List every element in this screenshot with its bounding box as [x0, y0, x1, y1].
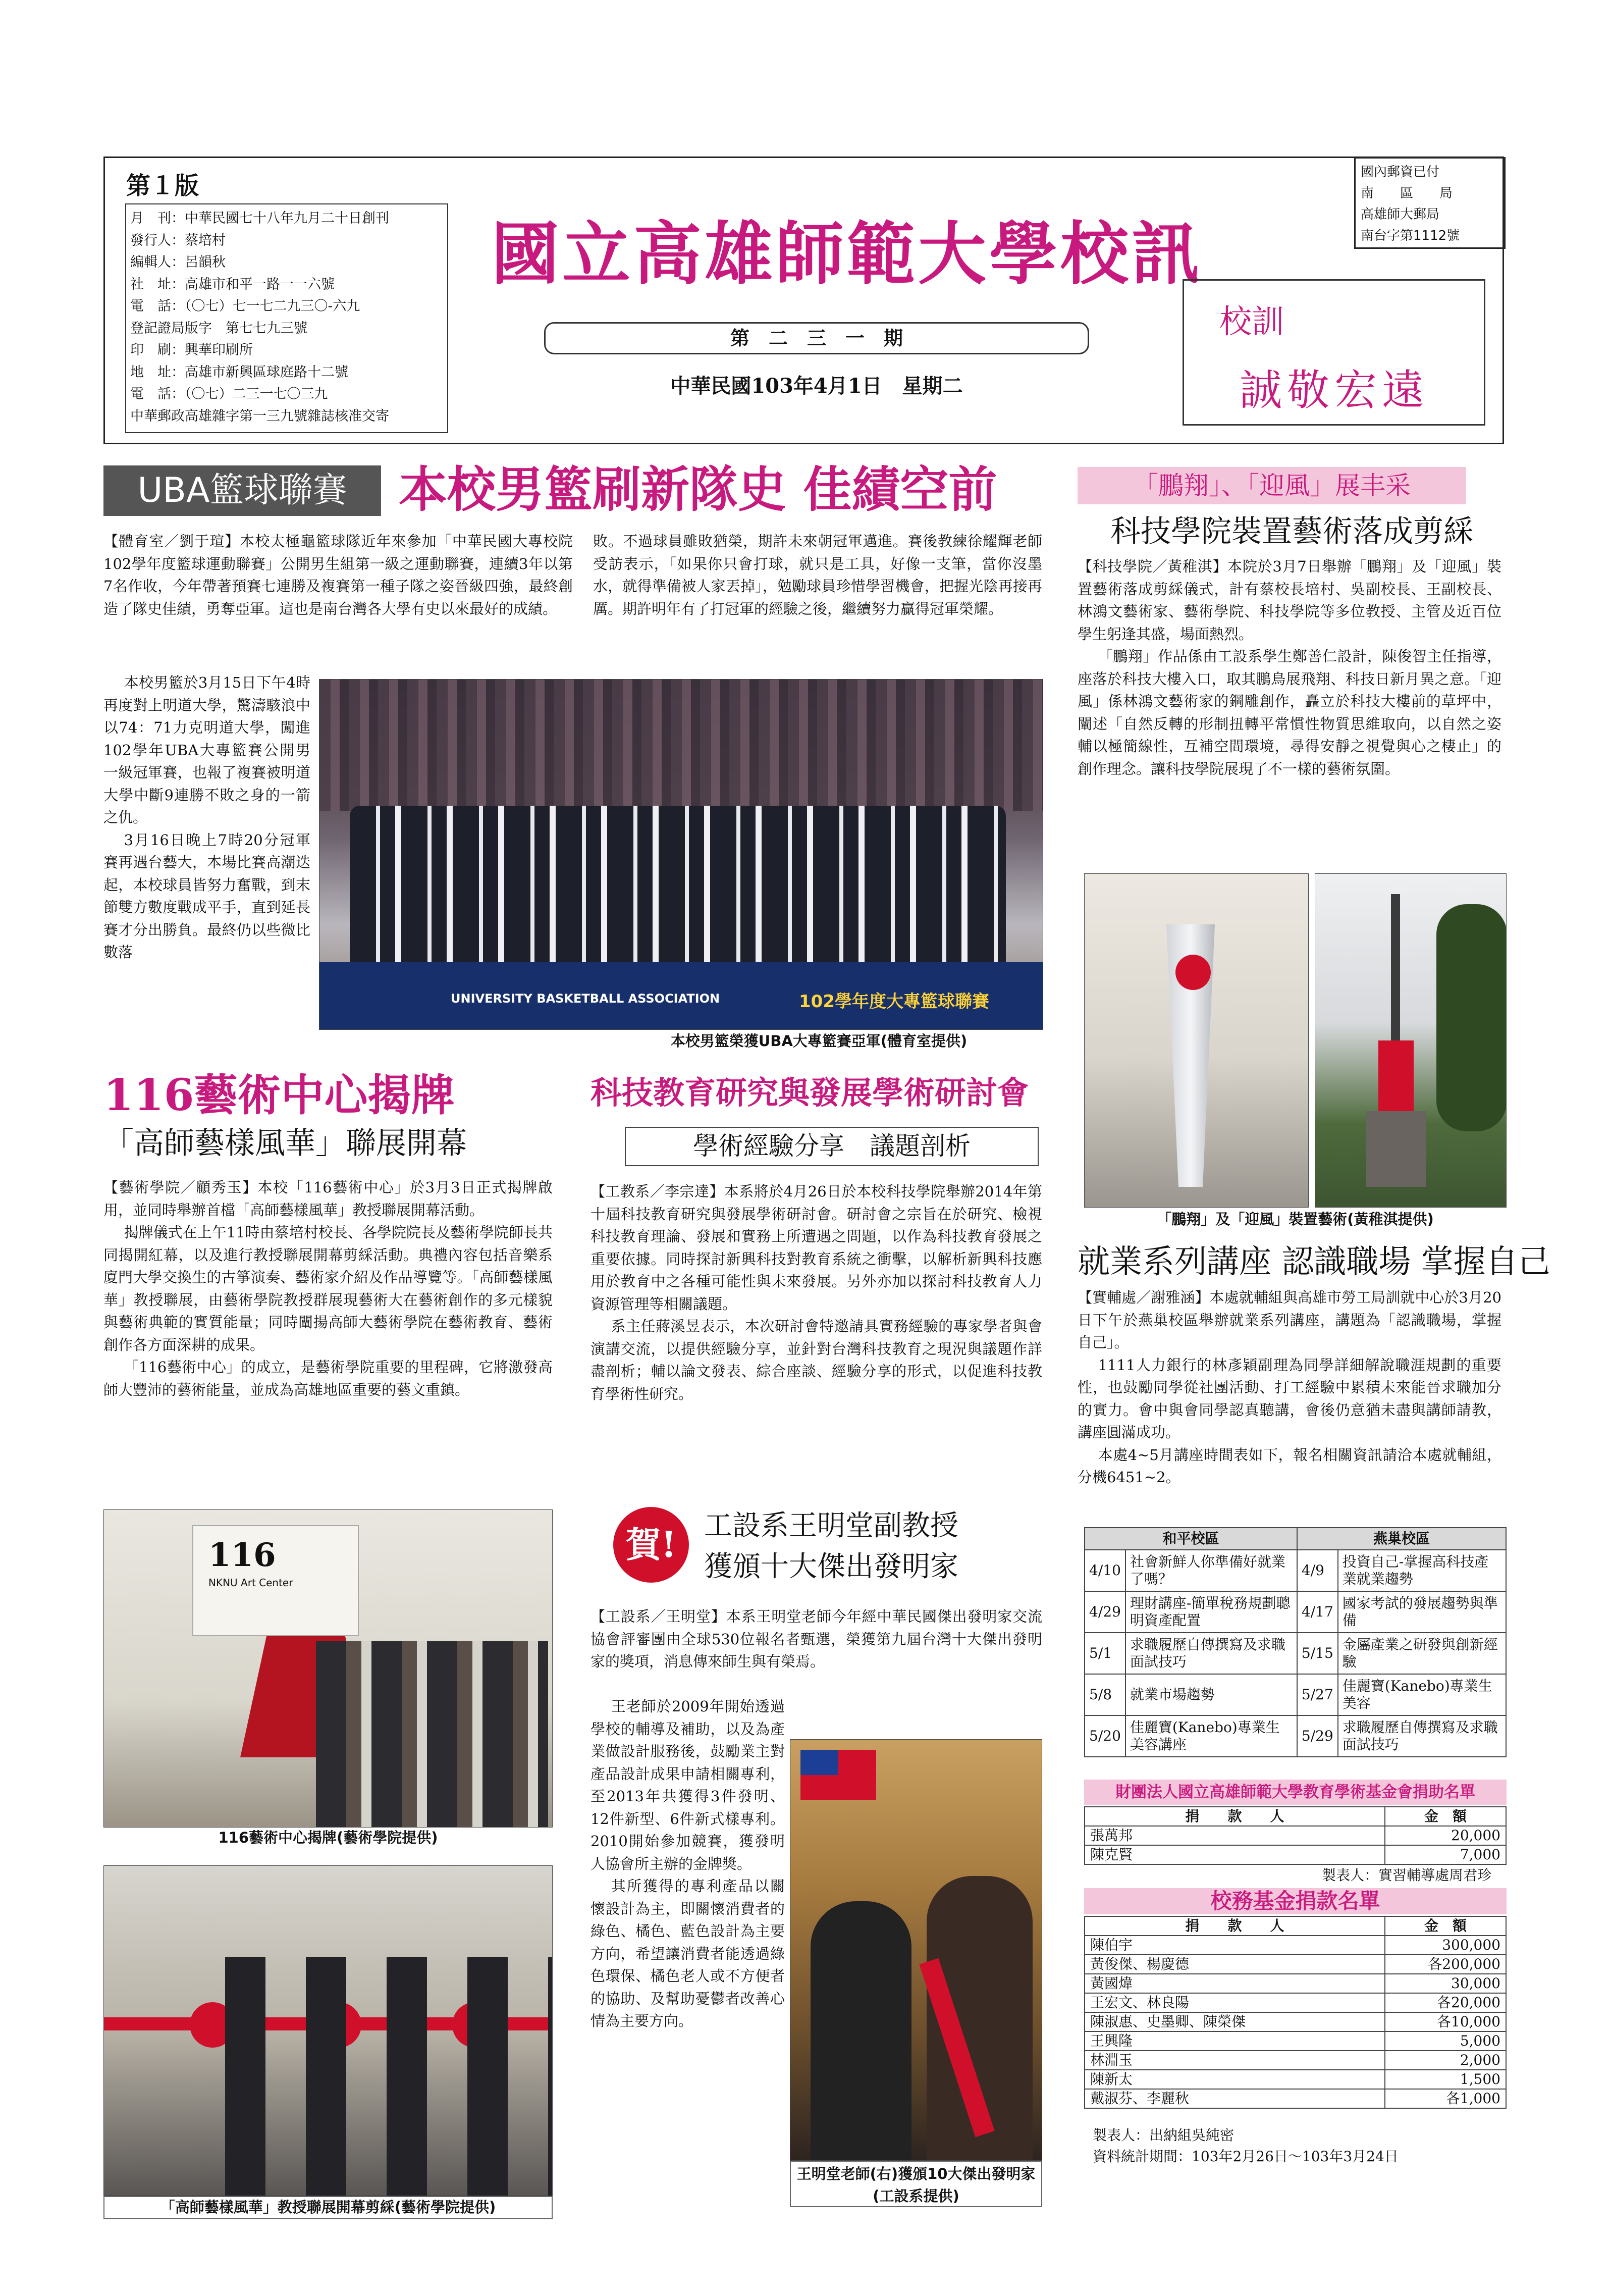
info-line: 社 址：高雄市和平一路一一六號	[130, 276, 335, 292]
career-headline: 就業系列講座 認識職場 掌握自己	[1078, 1243, 1550, 1281]
uba-headline: 本校男籃刷新隊史 佳績空前	[399, 461, 997, 518]
uba-p2: 本校男籃於3月15日下午4時再度對上明道大學，驚濤駭浪中以74：71力克明道大學，闖進102學年UBA大專籃賽公開男一級冠軍賽，也報了複賽被明道大學中斷9連勝不敗之身的一箭之仇。	[103, 674, 310, 826]
foundation-title: 財團法人國立高雄師範大學教育學術基金會捐助名單	[1084, 1780, 1507, 1805]
info-line: 印 刷：興華印刷所	[130, 342, 253, 358]
palm-trees	[1436, 904, 1507, 1131]
donor-row	[1085, 1826, 1506, 1845]
donor-row	[1085, 1955, 1506, 1974]
schedule-topic: 投資自己-掌握高科技產業就業趨勢	[1338, 1550, 1506, 1591]
campus-heping-header: 和平校區	[1085, 1528, 1297, 1550]
info-line: 編輯人：呂韻秋	[130, 254, 226, 270]
donor-row	[1085, 1993, 1506, 2012]
schedule-date: 5/8	[1085, 1674, 1125, 1715]
school-fund-title: 校務基金捐款名單	[1084, 1888, 1507, 1914]
schedule-row	[1085, 1715, 1506, 1757]
red-bow	[1378, 1040, 1414, 1111]
exhibition-photo-caption: 「高師藝樣風華」教授聯展開幕剪綵(藝術學院提供)	[103, 2196, 553, 2219]
postage-line: 南 區 局	[1361, 186, 1453, 201]
players-row	[350, 806, 1006, 967]
schedule-date: 5/1	[1085, 1633, 1125, 1674]
schedule-date: 5/29	[1297, 1715, 1338, 1757]
donor-amount: 1,500	[1385, 2070, 1506, 2089]
school-fund-header-row	[1085, 1916, 1506, 1936]
motto-text: 誠敬宏遠	[1240, 366, 1430, 415]
sculpture-base	[1366, 1111, 1426, 1187]
tech-conference-subhead: 學術經驗分享 議題剖析	[625, 1127, 1039, 1166]
donor-amount: 7,000	[1385, 1845, 1506, 1864]
banner-title: 102學年度大專籃球聯賽	[799, 992, 989, 1012]
donor-row	[1085, 2070, 1506, 2089]
uba-tag: UBA籃球聯賽	[103, 465, 381, 516]
schedule-date: 5/15	[1297, 1633, 1338, 1674]
tech-conference-body	[591, 1180, 1042, 1405]
inventor-p3: 其所獲得的專利產品以關懷設計為主，即關懷消費者的綠色、橘色、藍色設計為主要方向，希望讓消費者能透過綠色環保、橘色老人或不方便者的協助、及幫助憂鬱者改善心情為主要方向。	[591, 1877, 785, 2029]
info-line: 發行人：蔡培村	[130, 232, 226, 248]
donor-row	[1085, 2051, 1506, 2070]
court-banner	[319, 962, 1043, 1030]
art-center-photo-caption: 116藝術中心揭牌(藝術學院提供)	[103, 1828, 553, 1850]
congrats-badge: 賀!	[613, 1507, 689, 1583]
issue-number: 第 二 三 一 期	[544, 322, 1089, 354]
schedule-date: 4/17	[1297, 1591, 1338, 1633]
schedule-topic: 社會新鮮人你準備好就業了嗎？	[1125, 1550, 1297, 1591]
schedule-date: 5/20	[1085, 1715, 1125, 1757]
red-bow	[1175, 955, 1211, 990]
postage-box	[1354, 157, 1506, 249]
sculpture-photo-right	[1315, 873, 1507, 1208]
info-line: 電 話：（〇七）七一七二九三〇-六九	[130, 298, 360, 314]
donor-name: 王宏文、林良陽	[1085, 1993, 1385, 2012]
donor-name: 陳新太	[1085, 2070, 1385, 2089]
schedule-row	[1085, 1633, 1506, 1674]
wall-sign	[192, 1525, 359, 1636]
art-center-p2: 揭牌儀式在上午11時由蔡培村校長、各學院院長及藝術學院師長共同揭開紅幕，以及進行教授聯展開幕剪綵活動。典禮內容包括音樂系廈門大學交換生的古箏演奏、藝術家介紹及作品導覽等。「高師藝樣風華」教授聯展，由藝術學院教授群展現藝術大在藝術創作的多元樣貌與藝術典範的實質能量；同時闡揚高師大藝術學院在藝術教育、藝術創作各方面深耕的成果。	[103, 1224, 553, 1353]
foundation-footer: 製表人：實習輔導處周君珍	[1321, 1867, 1491, 1884]
school-fund-footer-1: 製表人：出納組吳純密	[1093, 2127, 1235, 2144]
uba-p3: 3月16日晚上7時20分冠軍賽再遇台藝大，本場比賽高潮迭起，本校球員皆努力奮戰，到末節雙方數度戰成平手，直到延長賽才分出勝負。最終仍以些微比數落	[103, 831, 310, 961]
donor-amount: 各200,000	[1385, 1955, 1506, 1974]
postage-line: 南台字第1112號	[1361, 228, 1460, 243]
donor-name: 黃國煒	[1085, 1974, 1385, 1993]
sculpture-photo-caption: 「鵬翔」及「迎風」裝置藝術(黃稚淇提供)	[1084, 1209, 1507, 1231]
schedule-topic: 國家考試的發展趨勢與準備	[1338, 1591, 1506, 1633]
info-line: 月 刊：中華民國七十八年九月二十日創刊	[130, 211, 389, 226]
schedule-row	[1085, 1674, 1506, 1715]
art-install-body	[1078, 555, 1501, 780]
donor-amount: 各10,000	[1385, 2012, 1506, 2031]
schedule-topic: 理財講座-簡單稅務規劃聰明資產配置	[1125, 1591, 1297, 1633]
uba-paragraph-2	[103, 671, 310, 964]
tech-conf-p2: 系主任蔣溪昱表示，本次研討會特邀請具實務經驗的專家學者與會演講交流，以提供經驗分享，並針對台灣科技教育之現況與議題作詳盡剖析；輔以論文發表、綜合座談、經驗分享的形式，以促進科技教育學術性研究。	[591, 1318, 1042, 1402]
info-line: 中華郵政高雄雜字第一三九號雜誌核准交寄	[130, 408, 389, 424]
art-center-body	[103, 1176, 553, 1401]
inventor-p1: 【工設系／王明堂】本系王明堂老師今年經中華民國傑出發明家交流協會評審團由全球530位報名者甄選，榮獲第九屆台灣十大傑出發明家的獎項，消息傳來師生與有榮焉。	[591, 1608, 1042, 1670]
donor-name: 陳伯宇	[1085, 1936, 1385, 1955]
donor-row	[1085, 2031, 1506, 2051]
donor-name: 戴淑芬、李麗秋	[1085, 2089, 1385, 2108]
donor-name: 林淵玉	[1085, 2051, 1385, 2070]
donor-name: 張萬邦	[1085, 1826, 1385, 1845]
motto-box	[1183, 279, 1485, 426]
info-line: 地 址：高雄市新興區球庭路十二號	[130, 364, 348, 380]
banner-text: UNIVERSITY BASKETBALL ASSOCIATION	[451, 992, 720, 1006]
donor-amount: 各1,000	[1385, 2089, 1506, 2108]
postage-line: 國內郵資已付	[1361, 165, 1440, 180]
issue-date: 中華民國103年4月1日 星期二	[670, 374, 963, 398]
sign-number: 116	[208, 1536, 276, 1574]
exhibition-opening-photo	[103, 1865, 553, 2196]
career-p1: 【實輔處／謝雅涵】本處就輔組與高雄市勞工局訓就中心於3月20日下午於燕巢校區舉辦就業系列講座，講題為「認識職場，掌握自己」。	[1078, 1289, 1501, 1351]
postage-line: 高雄師大郵局	[1361, 207, 1440, 222]
art-center-headline: 116藝術中心揭牌	[103, 1070, 455, 1121]
art-install-p2: 「鵬翔」作品係由工設系學生鄭善仁設計，陳俊智主任指導，座落於科技大樓入口，取其鵬鳥展飛翔、科技日新月異之意。「迎風」係林鴻文藝術家的鋼雕創作，矗立於科技大樓前的草坪中，闡述「自然反轉的形制扭轉平常慣性物質思維取向，以自然之姿輔以極簡線性，互補空間環境，尋得安靜之視覺與心之棲止」的創作理念。讓科技學院展現了不一樣的藝術氛圍。	[1078, 648, 1501, 777]
art-center-p1: 【藝術學院／顧秀玉】本校「116藝術中心」於3月3日正式揭牌啟用，並同時舉辦首檔「高師藝樣風華」教授聯展開幕活動。	[103, 1179, 553, 1219]
schedule-row	[1085, 1591, 1506, 1633]
publication-info	[125, 203, 448, 433]
donor-amount: 30,000	[1385, 1974, 1506, 1993]
inventor-photo-caption: 王明堂老師(右)獲頒10大傑出發明家(工設系提供)	[790, 2161, 1042, 2207]
info-line: 登記證局版字 第七七九三號	[130, 320, 307, 336]
school-fund-table	[1084, 1916, 1507, 2109]
basketball-team-photo	[319, 679, 1043, 1030]
art-install-tag: 「鵬翔」、「迎風」展丰采	[1078, 467, 1466, 504]
schedule-date: 4/29	[1085, 1591, 1125, 1633]
schedule-topic: 求職履歷自傳撰寫及求職面試技巧	[1338, 1715, 1506, 1757]
donor-row	[1085, 1936, 1506, 1955]
art-center-p3: 「116藝術中心」的成立，是藝術學院重要的里程碑，它將激發高師大豐沛的藝術能量，並成為高雄地區重要的藝文重鎮。	[103, 1359, 553, 1398]
donor-amount: 20,000	[1385, 1826, 1506, 1845]
donor-row	[1085, 1845, 1506, 1864]
amount-header: 金 額	[1385, 1916, 1506, 1936]
uba-lead: 【體育室／劉于瑄】本校太極龜籃球隊近年來參加「中華民國大專校院102學年度籃球運動聯賽」公開男生組第一級之運動聯賽，連續3年以第7名作收，今年帶著預賽七連勝及複賽第一種子隊之姿晉級四強，最終創造了隊史佳績，勇奪亞軍。這也是南台灣各大學有史以來最好的成績。	[103, 533, 573, 617]
school-fund-footer-2: 資料統計期間：103年2月26日～103年3月24日	[1093, 2148, 1399, 2165]
schedule-topic: 佳麗寶(Kanebo)專業生美容	[1338, 1674, 1506, 1715]
career-p2: 1111人力銀行的林彥穎副理為同學詳細解說職涯規劃的重要性，也鼓勵同學從社團活動、打工經驗中累積未來能晉求職加分的實力。會中與會同學認真聽講，會後仍意猶未盡與講師請教，講座圓滿成功。	[1078, 1356, 1501, 1441]
donor-header: 捐 款 人	[1085, 1807, 1385, 1826]
donor-header: 捐 款 人	[1085, 1916, 1385, 1936]
donor-amount: 2,000	[1385, 2051, 1506, 2070]
donor-name: 黃俊傑、楊慶德	[1085, 1955, 1385, 1974]
schedule-topic: 就業市場趨勢	[1125, 1674, 1297, 1715]
sculpture-photo-left	[1084, 873, 1309, 1208]
motto-label: 校訓	[1219, 303, 1284, 341]
edition-label: 第１版	[126, 172, 199, 200]
donor-amount: 300,000	[1385, 1936, 1506, 1955]
foundation-table	[1084, 1806, 1507, 1865]
art-center-unveiling-photo	[103, 1509, 553, 1828]
info-line: 電 話：（〇七）二三一七〇三九	[130, 386, 328, 402]
person-left	[811, 1901, 911, 2161]
schedule-topic: 求職履歷自傳撰寫及求職面試技巧	[1125, 1633, 1297, 1674]
campus-yanchao-header: 燕巢校區	[1297, 1528, 1506, 1550]
donor-amount: 5,000	[1385, 2031, 1506, 2051]
crowd-area	[319, 680, 1043, 811]
art-center-subhead: 「高師藝樣風華」聯展開幕	[103, 1126, 467, 1161]
inventor-award-photo	[790, 1739, 1042, 2161]
people-group	[205, 1957, 553, 2196]
donor-row	[1085, 2089, 1506, 2108]
donor-name: 陳克賢	[1085, 1845, 1385, 1864]
basketball-photo-caption: 本校男籃榮獲UBA大專籃賽亞軍(體育室提供)	[596, 1031, 1042, 1053]
inventor-headline-2: 獲頒十大傑出發明家	[704, 1550, 958, 1583]
career-schedule-table	[1084, 1527, 1507, 1757]
flag-canton	[800, 1750, 838, 1775]
uba-right-column: 敗。不過球員雖敗猶榮，期許未來朝冠軍邁進。賽後教練徐耀輝老師受訪表示，「如果你只會打球，就只是工具，好像一支筆，當你沒墨水，就得準備被人家丟掉」，勉勵球員珍惜學習機會，把握光陰再接再厲。期許明年有了打冠軍的經驗之後，繼續努力贏得冠軍榮耀。	[593, 533, 1042, 617]
schedule-topic: 金屬產業之研發與創新經驗	[1338, 1633, 1506, 1674]
masthead	[103, 156, 1504, 444]
art-install-p1: 【科技學院／黃稚淇】本院於3月7日舉辦「鵬翔」及「迎風」裝置藝術落成剪綵儀式，計有蔡校長培村、吳副校長、王副校長、林鴻文藝術家、藝術學院、科技學院等多位教授、主管及近百位學生躬逢其盛，場面熱烈。	[1078, 558, 1501, 643]
career-body	[1078, 1286, 1501, 1489]
donor-row	[1085, 2012, 1506, 2031]
tech-conf-p1: 【工教系／李宗達】本系將於4月26日於本校科技學院舉辦2014年第十屆科技教育研究與發展學術研討會。研討會之宗旨在於研究、檢視科技教育理論、發展和實務上所遭遇之問題，以作為科技教育發展之重要依據。同時探討新興科技對教育系統之衝擊，以解析新興科技應用於教育中之各種可能性與未來發展。另外亦加以探討科技教育人力資源管理等相關議題。	[591, 1183, 1042, 1313]
sign-subtitle: NKNU Art Center	[208, 1577, 293, 1589]
donor-row	[1085, 1974, 1506, 1993]
schedule-row	[1085, 1550, 1506, 1591]
inventor-narrow-column	[591, 1695, 785, 2032]
schedule-topic: 佳麗寶(Kanebo)專業生美容講座	[1125, 1715, 1297, 1757]
foundation-header-row	[1085, 1807, 1506, 1826]
schedule-date: 4/10	[1085, 1550, 1125, 1591]
art-install-headline: 科技學院裝置藝術落成剪綵	[1110, 514, 1474, 549]
inventor-headline-1: 工設系王明堂副教授	[704, 1509, 958, 1542]
career-p3: 本處4~5月講座時間表如下，報名相關資訊請洽本處就輔組，分機6451~2。	[1078, 1446, 1501, 1486]
people-group	[316, 1641, 548, 1828]
tech-conference-headline: 科技教育研究與發展學術研討會	[591, 1074, 1029, 1111]
amount-header: 金 額	[1385, 1807, 1506, 1826]
donor-name: 陳淑惠、史墨卿、陳榮傑	[1085, 2012, 1385, 2031]
inventor-p2: 王老師於2009年開始透過學校的輔導及補助，以及為產業做設計服務後，鼓勵業主對產品設計成果申請相關專利，至2013年共獲得3件發明、12件新型、6件新式樣專利。2010開始參加競賽，獲發明人協會所主辦的金牌獎。	[591, 1698, 785, 1872]
donor-amount: 各20,000	[1385, 1993, 1506, 2012]
schedule-date: 4/9	[1297, 1550, 1338, 1591]
donor-name: 王興隆	[1085, 2031, 1385, 2051]
schedule-date: 5/27	[1297, 1674, 1338, 1715]
newspaper-title: 國立高雄師範大學校訊	[491, 214, 1203, 294]
schedule-header-row	[1085, 1528, 1506, 1550]
